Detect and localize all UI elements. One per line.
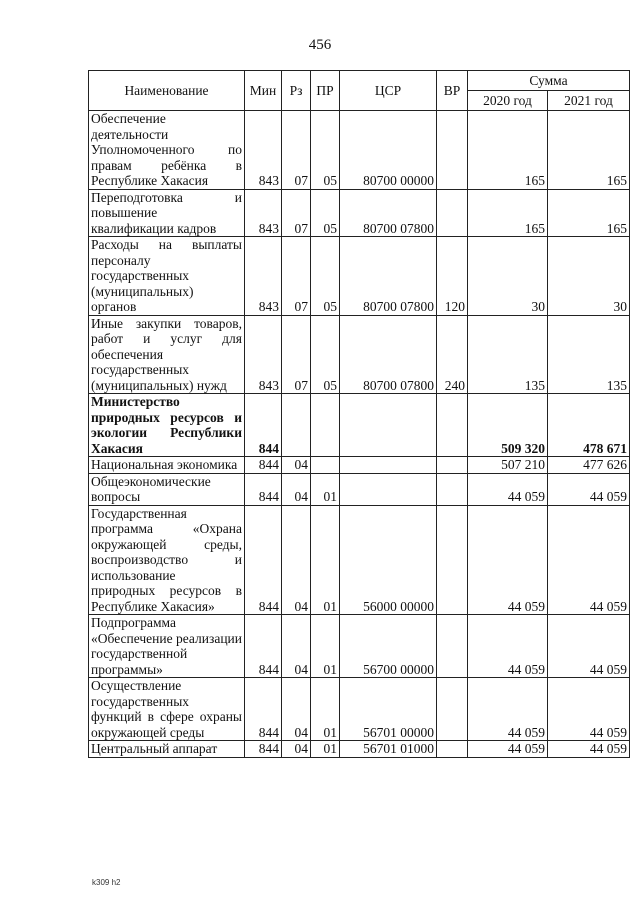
table-row [89,473,630,505]
header-rz: Рз [282,71,311,111]
cell-pr: 01 [311,505,340,615]
cell-pr: 05 [311,111,340,190]
cell-name: Переподготовка и повышение квалификации кадров [89,189,245,237]
cell-name: Национальная экономика [89,457,245,474]
cell-sum-2021: 477 626 [548,457,630,474]
cell-sum-2020: 507 210 [468,457,548,474]
cell-csr: 80700 07800 [340,315,437,394]
cell-sum-2020: 44 059 [468,505,548,615]
cell-csr: 80700 07800 [340,237,437,316]
cell-sum-2020: 135 [468,315,548,394]
header-min: Мин [245,71,282,111]
cell-vr [437,678,468,741]
cell-pr [311,457,340,474]
cell-pr: 01 [311,473,340,505]
cell-name: Подпрограмма «Обеспечение реализации государственной программы» [89,615,245,678]
cell-pr: 01 [311,678,340,741]
cell-sum-2020: 44 059 [468,473,548,505]
cell-rz: 04 [282,615,311,678]
cell-pr: 05 [311,189,340,237]
cell-rz: 04 [282,473,311,505]
table-row [89,741,630,758]
table-row [89,111,630,190]
cell-rz [282,394,311,457]
cell-pr: 05 [311,237,340,316]
cell-vr: 120 [437,237,468,316]
cell-min: 844 [245,741,282,758]
table-row [89,615,630,678]
cell-pr: 01 [311,741,340,758]
cell-pr [311,394,340,457]
cell-csr [340,394,437,457]
cell-name: Центральный аппарат [89,741,245,758]
cell-min: 844 [245,505,282,615]
cell-csr: 80700 00000 [340,111,437,190]
header-2020: 2020 год [468,91,548,111]
cell-min: 844 [245,678,282,741]
cell-sum-2021: 44 059 [548,473,630,505]
cell-rz: 07 [282,237,311,316]
cell-sum-2021: 44 059 [548,741,630,758]
cell-min: 843 [245,237,282,316]
cell-csr [340,473,437,505]
header-csr: ЦСР [340,71,437,111]
cell-sum-2021: 165 [548,189,630,237]
cell-csr: 56701 00000 [340,678,437,741]
cell-vr [437,505,468,615]
cell-vr [437,394,468,457]
cell-pr: 01 [311,615,340,678]
table-row [89,315,630,394]
cell-sum-2020: 509 320 [468,394,548,457]
table-row [89,678,630,741]
cell-name: Обеспечение деятельности Уполномоченного по правам ребёнка в Республике Хакасия [89,111,245,190]
cell-pr: 05 [311,315,340,394]
cell-sum-2021: 478 671 [548,394,630,457]
cell-rz: 07 [282,111,311,190]
budget-table [88,70,630,758]
cell-sum-2020: 30 [468,237,548,316]
cell-csr: 56701 01000 [340,741,437,758]
cell-name: Государственная программа «Охрана окружающей среды, воспроизводство и использование природных ресурсов в Республике Хакасия» [89,505,245,615]
cell-name: Осуществление государственных функций в сфере охраны окружающей среды [89,678,245,741]
page-number: 456 [308,37,332,53]
cell-vr [437,615,468,678]
cell-rz: 04 [282,678,311,741]
header-name: Наименование [89,71,245,111]
cell-csr [340,457,437,474]
cell-name: Министерство природных ресурсов и экологии Республики Хакасия [89,394,245,457]
cell-min: 844 [245,615,282,678]
table-row [89,394,630,457]
cell-name: Общеэкономические вопросы [89,473,245,505]
table-row [89,505,630,615]
cell-sum-2021: 165 [548,111,630,190]
table-body [89,111,630,758]
cell-min: 843 [245,189,282,237]
cell-sum-2021: 135 [548,315,630,394]
cell-rz: 04 [282,457,311,474]
cell-csr: 56000 00000 [340,505,437,615]
cell-min: 844 [245,394,282,457]
cell-sum-2020: 165 [468,111,548,190]
cell-sum-2020: 165 [468,189,548,237]
header-sum: Сумма [468,71,630,91]
cell-rz: 07 [282,189,311,237]
cell-vr [437,741,468,758]
table-row [89,189,630,237]
header-2021: 2021 год [548,91,630,111]
cell-sum-2021: 44 059 [548,615,630,678]
cell-min: 844 [245,473,282,505]
cell-min: 844 [245,457,282,474]
cell-vr: 240 [437,315,468,394]
table-row [89,457,630,474]
cell-sum-2021: 44 059 [548,505,630,615]
table-header [89,71,630,111]
cell-sum-2021: 30 [548,237,630,316]
cell-rz: 07 [282,315,311,394]
cell-name: Иные закупки товаров, работ и услуг для обеспечения государственных (муниципальных) нужд [89,315,245,394]
cell-rz: 04 [282,741,311,758]
cell-vr [437,189,468,237]
cell-sum-2021: 44 059 [548,678,630,741]
cell-vr [437,111,468,190]
cell-sum-2020: 44 059 [468,741,548,758]
table-row [89,237,630,316]
footer-code: k309 h2 [92,878,121,887]
cell-sum-2020: 44 059 [468,678,548,741]
cell-vr [437,457,468,474]
cell-csr: 56700 00000 [340,615,437,678]
cell-min: 843 [245,315,282,394]
header-pr: ПР [311,71,340,111]
cell-name: Расходы на выплаты персоналу государственных (муниципальных) органов [89,237,245,316]
header-vr: ВР [437,71,468,111]
cell-vr [437,473,468,505]
cell-sum-2020: 44 059 [468,615,548,678]
cell-min: 843 [245,111,282,190]
cell-rz: 04 [282,505,311,615]
cell-csr: 80700 07800 [340,189,437,237]
